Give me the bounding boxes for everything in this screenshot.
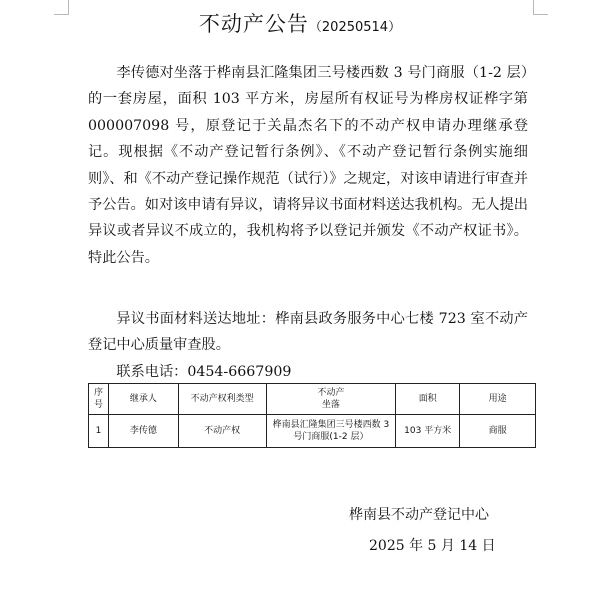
header-area: 面积 [396,384,460,415]
header-usage: 用途 [460,384,536,415]
cell-index: 1 [89,415,109,448]
title-date: （20250514） [308,20,402,35]
title-row [0,8,600,38]
issue-date: 2025 年 5 月 14 日 [369,538,496,554]
cell-right-type: 不动产权 [178,415,266,448]
phone-paragraph: 联系电话：0454-6667909 [116,364,292,380]
property-table [88,383,536,448]
table-row [89,415,536,448]
announcement-paragraph: 李传德对坐落于桦南县汇隆集团三号楼西数 3 号门商服（1-2 层）的一套房屋，面积 103 平方米，房屋所有权证号为桦房权证桦字第 000007098 号，原登记于关晶杰名下的不动产权申请办理继承登记。现根据《不动产登记暂行条例》、《不动产登记暂行条例实施细则》、和《不动产登记操作规范（试行）》之规定，对该申请进行审查并予公告。如对该申请有异议，请将异议书面材料送达我机构。无人提出异议或者异议不成立的，我机构将予以登记并颁发《不动产权证书》。特此公告。 [88,65,528,266]
address-paragraph: 异议书面材料送达地址：桦南县政务服务中心七楼 723 室不动产登记中心质量审查股。 [88,311,528,354]
page-title: 不动产公告 [198,12,309,36]
cell-area: 103 平方米 [396,415,460,448]
header-location: 不动产 坐落 [266,384,396,415]
header-right-type: 不动产权利类型 [178,384,266,415]
issuing-organization: 桦南县不动产登记中心 [349,507,489,523]
cell-location: 桦南县汇隆集团三号楼西数 3 号门商服(1-2 层） [266,415,396,448]
cell-heir: 李传德 [108,415,178,448]
cell-usage: 商服 [460,415,536,448]
table-header-row [89,384,536,415]
header-heir: 继承人 [108,384,178,415]
header-index: 序号 [89,384,109,415]
